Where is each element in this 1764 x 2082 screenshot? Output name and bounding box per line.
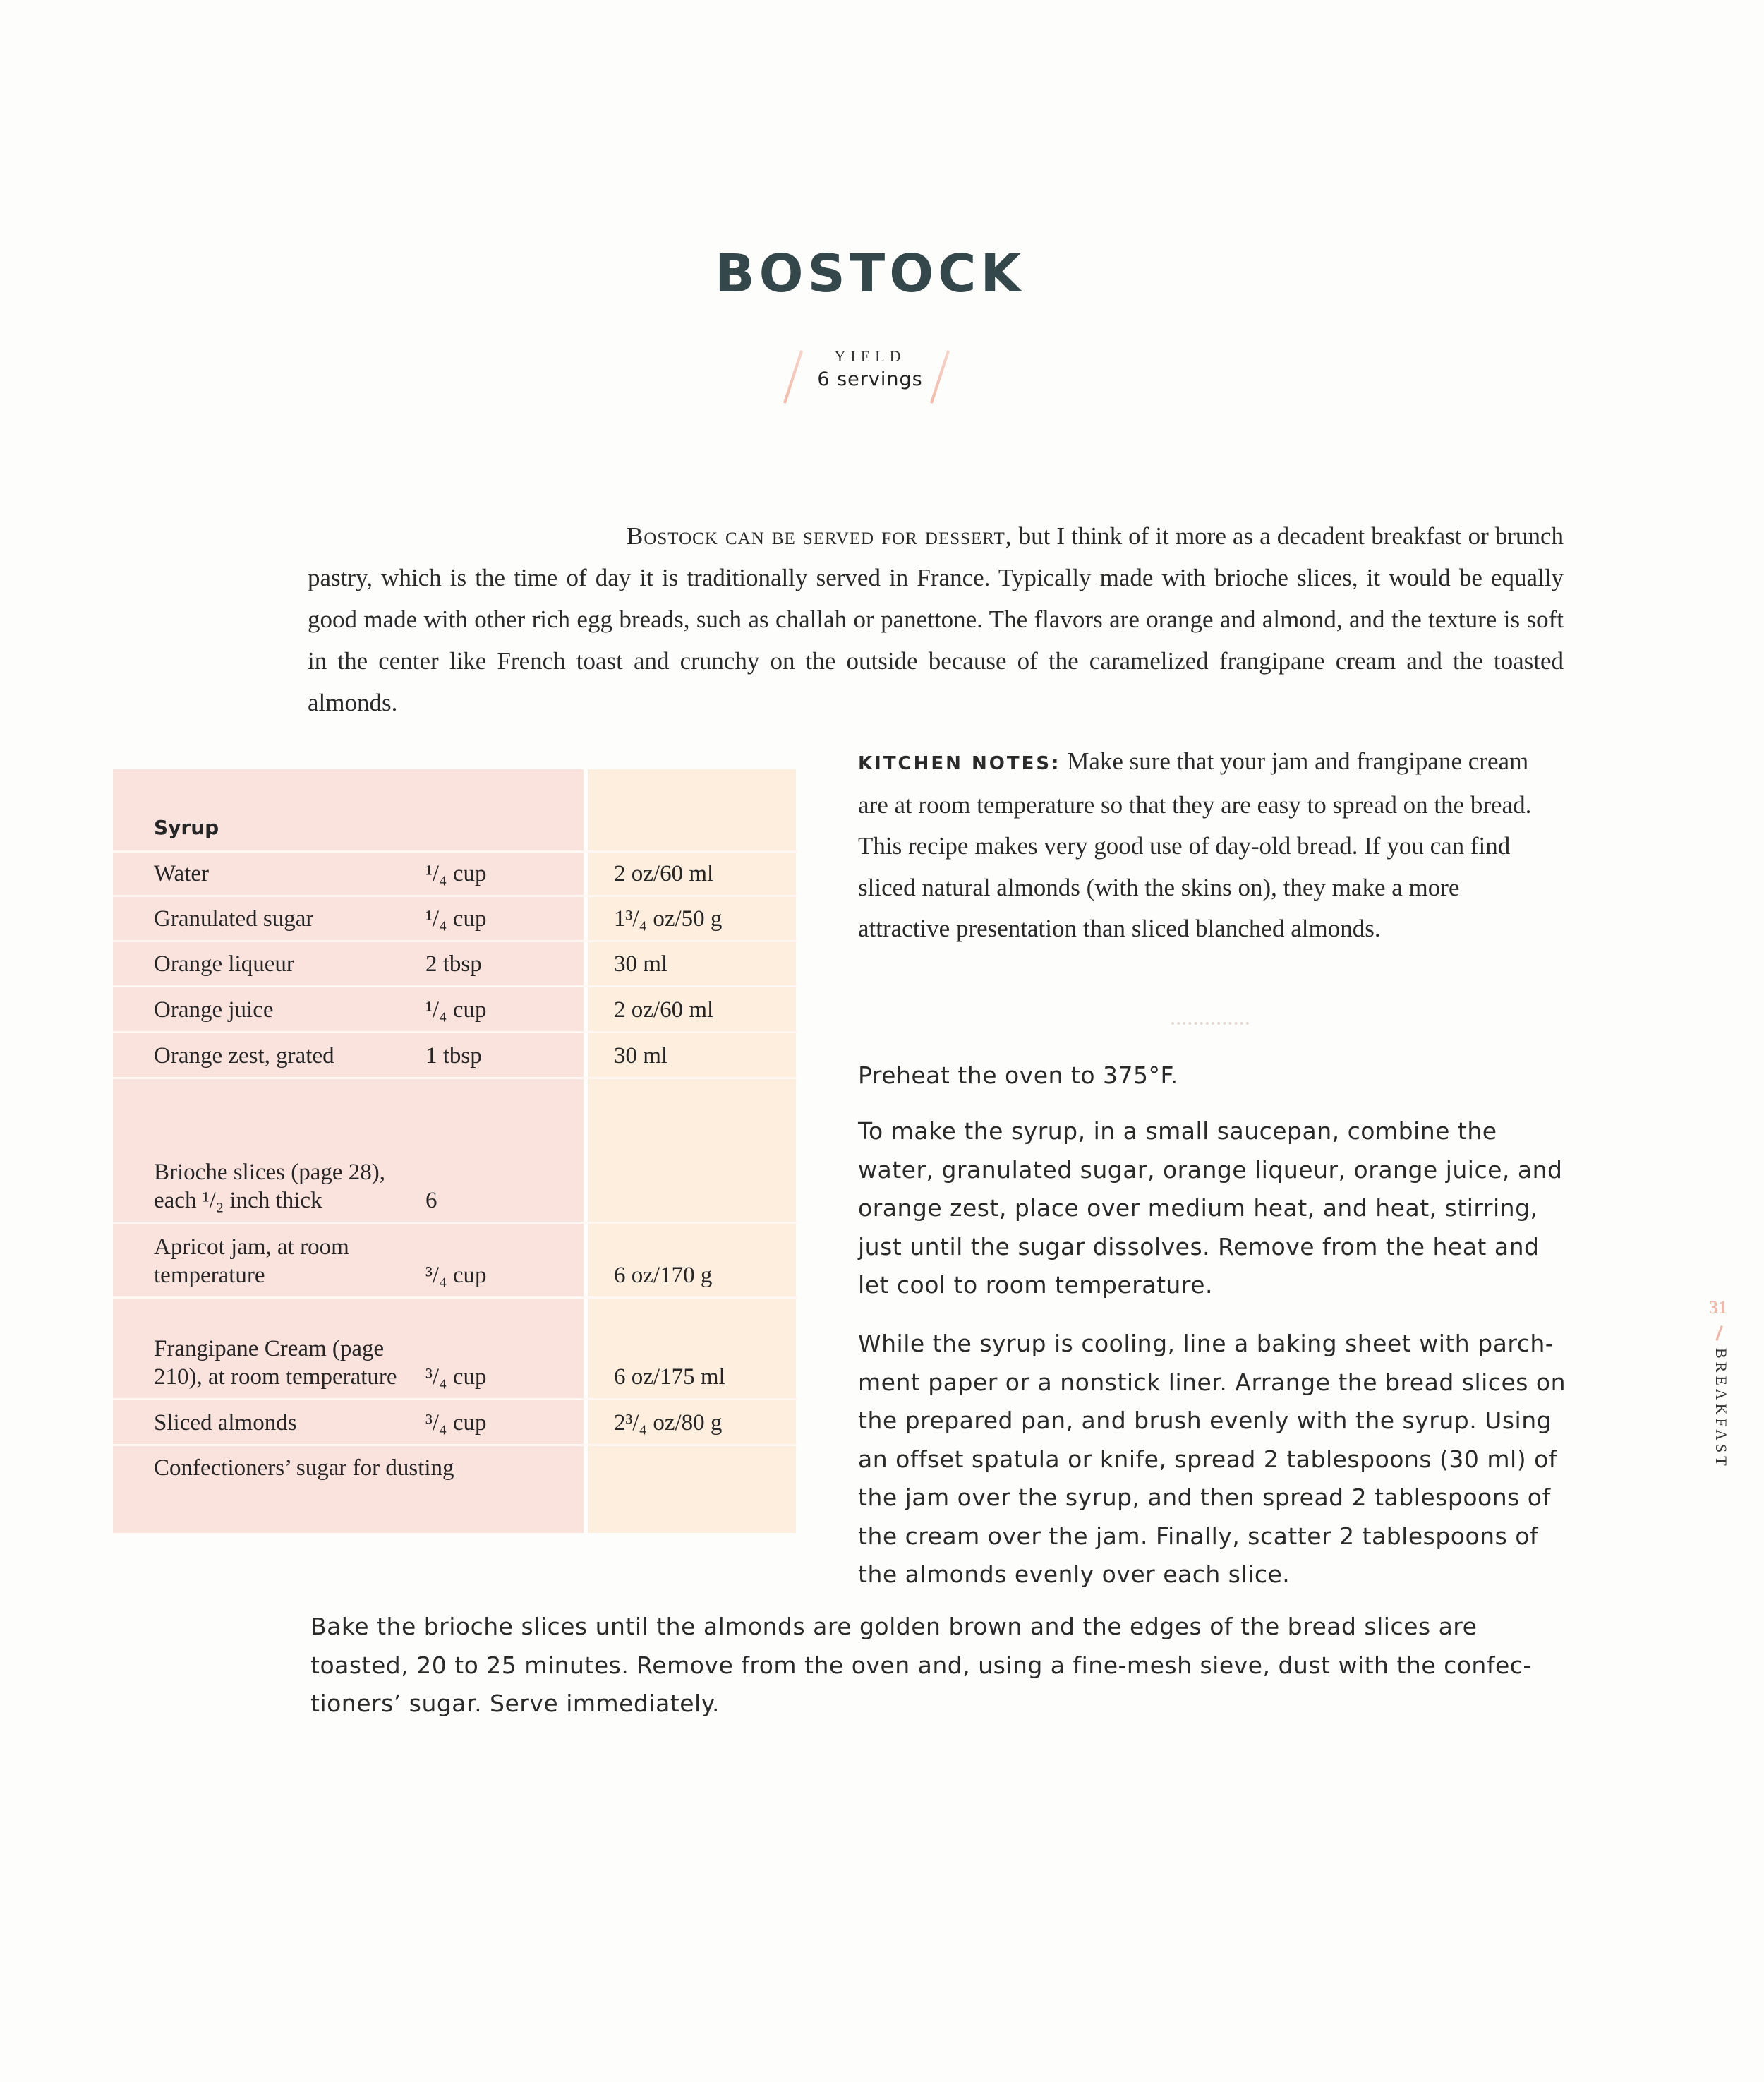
ingredient-metric-measure: 30 ml — [614, 951, 668, 977]
ingredient-metric-measure: 2 oz/60 ml — [614, 861, 714, 886]
ingredient-row — [113, 1031, 797, 1077]
ingredient-row — [113, 1222, 797, 1296]
method-step: To make the syrup, in a small saucepan, combine the water, granulated sugar, orange liqueur, orange juice, and orange zest, place over medium heat, and heat, stirring, just until the sugar dissolves. Remove from the heat and let cool to room temperature. — [858, 1117, 1563, 1299]
kitchen-notes-text: Make sure that your jam and frangipane cream are at room temperature so that they are easy to spread on the bread. This recipe makes very good use of day-old bread. If you can find sliced natural almonds (with the skins on), they make a more attractive presentation than sliced blanched almonds. — [858, 747, 1532, 942]
ingredient-us-measure: 2 tbsp — [425, 951, 482, 977]
intro-text: but I think of it more as a decadent breakfast or brunch pastry, which is the time of day it is traditionally served in France. Typically made with brioche slices, it would be equally good made with other rich egg breads, such as challah or panettone. The flavors are orange and almond, and the texture is soft in the center like French toast and crunchy on the outside because of the caramelized frangipane cream and the toasted almonds. — [308, 522, 1564, 716]
yield — [0, 347, 1740, 390]
ingredient-row — [113, 1077, 797, 1222]
ingredient-name: Brioche slices (page 28), each ¹/₂ inch thick — [154, 1160, 386, 1213]
method-step: While the syrup is cooling, line a baking sheet with parch-ment paper or a nonstick liner. Arrange the bread slices on the prepared pan, and brush evenly with the syrup. Using an offset spatula or knife, spread 2 tablespoons (30 ml) of the jam over the syrup, and then spread 2 tablespoons of the cream over the jam. Finally, scatter 2 tablespoons of the almonds evenly over each slice. — [858, 1330, 1566, 1588]
page-slash — [1715, 1325, 1722, 1341]
section-name: BREAKFAST — [1712, 1348, 1730, 1469]
section-heading: Syrup — [154, 816, 219, 839]
kitchen-notes-label: KITCHEN NOTES: — [858, 753, 1061, 774]
ingredient-row — [113, 850, 797, 895]
yield-value: 6 servings — [817, 368, 923, 390]
ingredient-metric-measure: 30 ml — [614, 1043, 668, 1069]
ingredient-row — [113, 1296, 797, 1398]
ingredient-metric-measure: 6 oz/170 g — [614, 1263, 713, 1288]
ingredient-metric-measure: 2 oz/60 ml — [614, 997, 714, 1023]
ingredient-name: Sliced almonds — [154, 1410, 297, 1436]
ingredient-metric-measure: 2³/₄ oz/80 g — [614, 1410, 723, 1436]
ingredient-us-measure: ¹/₄ cup — [425, 997, 487, 1023]
ingredient-name: Confectioners’ sugar for dusting — [154, 1455, 454, 1481]
intro-lead: Bostock can be served for dessert, — [627, 522, 1013, 550]
ingredient-row — [113, 940, 797, 985]
ingredient-us-measure: 6 — [425, 1188, 437, 1213]
dotted-divider — [1171, 1022, 1249, 1025]
ingredient-metric-measure: 1³/₄ oz/50 g — [614, 906, 723, 932]
yield-label: YIELD — [834, 347, 906, 365]
ingredient-metric-measure: 6 oz/175 ml — [614, 1364, 725, 1390]
method-step: Bake the brioche slices until the almonds are golden brown and the edges of the bread slices are toasted, 20 to 25 minutes. Remove from the oven and, using a fine-mesh sieve, dust with the confec-tioners’ sugar. Serve immediately. — [310, 1613, 1532, 1717]
ingredient-us-measure: ¹/₄ cup — [425, 906, 487, 932]
ingredient-us-measure: ³/₄ cup — [425, 1410, 487, 1436]
ingredient-row — [113, 985, 797, 1031]
ingredient-name: Granulated sugar — [154, 906, 314, 932]
ingredient-name: Orange zest, grated — [154, 1043, 334, 1069]
ingredient-row — [113, 1398, 797, 1444]
recipe-title: BOSTOCK — [715, 243, 1025, 304]
method-step: Preheat the oven to 375°F. — [858, 1061, 1178, 1089]
ingredient-name: Water — [154, 861, 209, 886]
ingredients-table — [113, 769, 797, 1533]
ingredient-us-measure: 1 tbsp — [425, 1043, 482, 1069]
ingredient-name: Orange liqueur — [154, 951, 294, 977]
ingredient-row — [113, 895, 797, 940]
section-heading-row — [113, 798, 797, 850]
ingredient-row — [113, 1444, 797, 1489]
ingredient-name: Frangipane Cream (page 210), at room temperature — [154, 1336, 397, 1390]
intro-paragraph — [308, 515, 1564, 723]
ingredient-us-measure: ³/₄ cup — [425, 1364, 487, 1390]
ingredient-us-measure: ³/₄ cup — [425, 1263, 487, 1288]
ingredient-us-measure: ¹/₄ cup — [425, 861, 487, 886]
kitchen-notes — [858, 741, 1557, 950]
ingredient-name: Apricot jam, at room temperature — [154, 1234, 349, 1288]
ingredient-name: Orange juice — [154, 997, 274, 1023]
page-number: 31 — [1709, 1297, 1727, 1318]
